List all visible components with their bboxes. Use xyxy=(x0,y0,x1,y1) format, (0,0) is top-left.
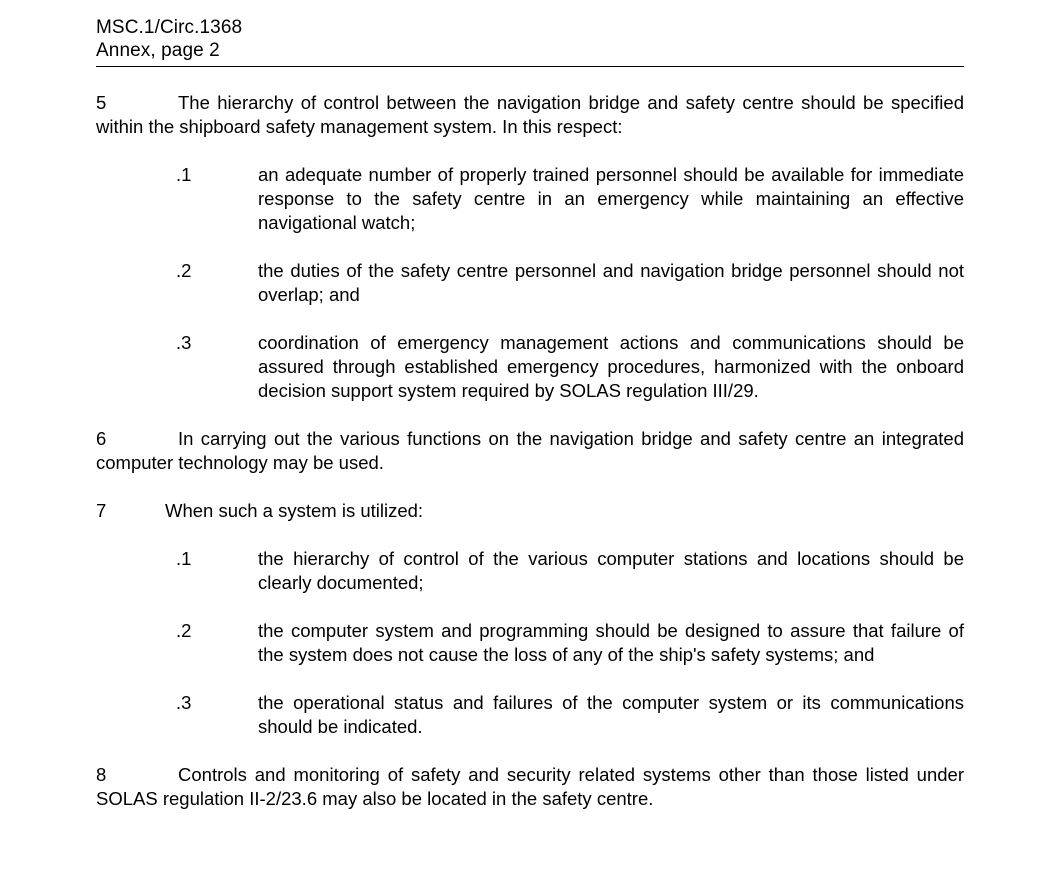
paragraph-text: In carrying out the various functions on the navigation bridge and safety centre an integrated computer technology may be used. xyxy=(96,428,964,473)
list-item-text: the duties of the safety centre personnel and navigation bridge personnel should not overlap; and xyxy=(258,260,964,305)
paragraph-7 xyxy=(96,499,964,523)
list-item-text: the computer system and programming should be designed to assure that failure of the system does not cause the loss of any of the ship's safety systems; and xyxy=(258,620,964,665)
list-item xyxy=(96,619,964,667)
paragraph-8 xyxy=(96,763,964,811)
list-item-number: .3 xyxy=(176,692,192,713)
list-item-number: .2 xyxy=(176,620,192,641)
paragraph-number: 7 xyxy=(96,500,107,521)
document-page xyxy=(96,16,964,811)
paragraph-5-list xyxy=(96,163,964,403)
list-item xyxy=(96,691,964,739)
paragraph-5 xyxy=(96,91,964,139)
list-item xyxy=(96,259,964,307)
paragraph-7-list xyxy=(96,547,964,739)
document-reference: MSC.1/Circ.1368 xyxy=(96,17,243,38)
list-item-number: .2 xyxy=(176,260,192,281)
list-item-number: .3 xyxy=(176,332,192,353)
paragraph-number: 6 xyxy=(96,428,107,449)
page-header xyxy=(96,16,964,67)
list-item xyxy=(96,547,964,595)
paragraph-text: The hierarchy of control between the navigation bridge and safety centre should be specified within the shipboard safety management system. In this respect: xyxy=(96,92,964,137)
list-item-number: .1 xyxy=(176,164,192,185)
paragraph-number: 5 xyxy=(96,92,107,113)
paragraph-number: 8 xyxy=(96,764,107,785)
header-divider xyxy=(96,66,964,67)
paragraph-6 xyxy=(96,427,964,475)
list-item xyxy=(96,331,964,403)
list-item-text: the hierarchy of control of the various computer stations and locations should be clearly documented; xyxy=(258,548,964,593)
list-item xyxy=(96,163,964,235)
paragraph-text: Controls and monitoring of safety and security related systems other than those listed under SOLAS regulation II-2/23.6 may also be located in the safety centre. xyxy=(96,764,964,809)
list-item-number: .1 xyxy=(176,548,192,569)
list-item-text: the operational status and failures of the computer system or its communications should be indicated. xyxy=(258,692,964,737)
list-item-text: an adequate number of properly trained personnel should be available for immediate response to the safety centre in an emergency while maintaining an effective navigational watch; xyxy=(258,164,964,233)
paragraph-text: When such a system is utilized: xyxy=(165,500,424,521)
annex-page-reference: Annex, page 2 xyxy=(96,40,220,61)
list-item-text: coordination of emergency management actions and communications should be assured through established emergency procedures, harmonized with the onboard decision support system required by SOLAS regulation III/29. xyxy=(258,332,964,401)
